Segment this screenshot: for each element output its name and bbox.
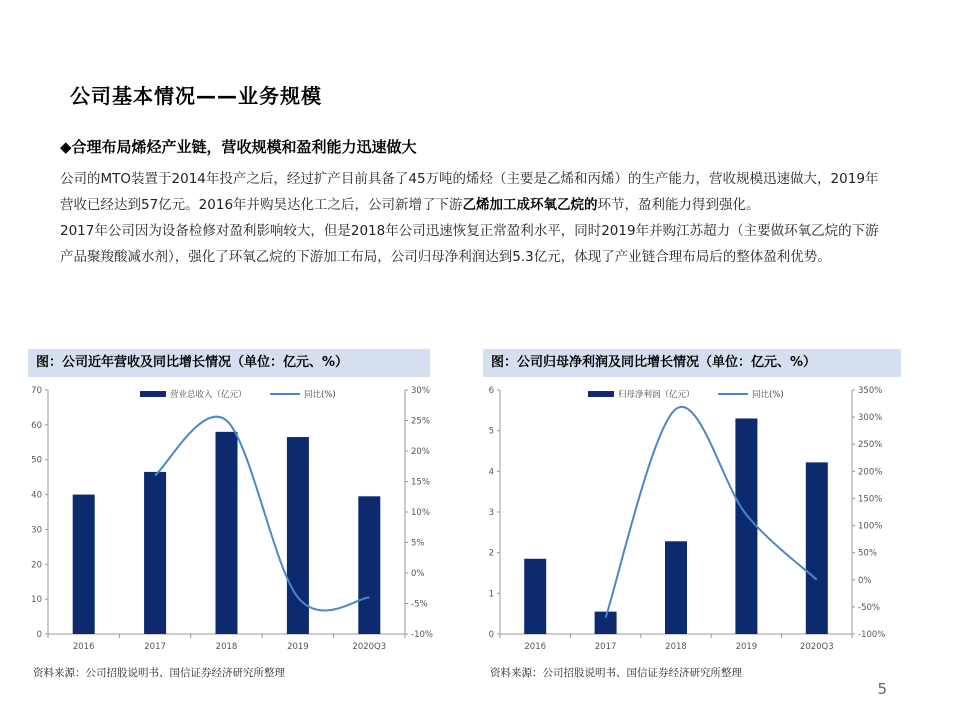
left-tick-label: 3 bbox=[488, 508, 494, 518]
right-tick-label: 200% bbox=[858, 467, 883, 478]
left-tick-label: 20 bbox=[31, 560, 42, 571]
series-line-yoy bbox=[155, 417, 369, 611]
legend-bar-swatch bbox=[140, 391, 166, 397]
right-tick-label: 150% bbox=[858, 494, 883, 505]
bar bbox=[216, 432, 238, 634]
revenue-chart bbox=[0, 380, 470, 660]
bar bbox=[735, 418, 757, 634]
paragraph-1 bbox=[60, 166, 880, 218]
chart1-source: 资料来源：公司招股说明书、国信证券经济研究所整理 bbox=[33, 667, 285, 679]
right-tick-label: -5% bbox=[411, 599, 428, 610]
right-tick-label: -50% bbox=[858, 602, 880, 613]
left-tick-label: 60 bbox=[31, 420, 42, 431]
bar bbox=[665, 541, 687, 634]
x-tick-label: 2017 bbox=[594, 642, 617, 652]
paragraph-1-text-a: 公司的MTO装置于2014年投产之后，经过扩产目前具备了45万吨的烯烃（主要是乙烯和丙烯）的生产能力，营收规模迅速做大，2019年营收已经达到57亿元。2016年并购昊达化工之后，公司新增了下游 bbox=[60, 171, 879, 213]
left-tick-label: 5 bbox=[488, 426, 494, 437]
left-tick-label: 2 bbox=[488, 548, 494, 559]
legend-line-label: 同比(%) bbox=[304, 390, 336, 400]
paragraph-1-bold: 乙烯加工成环氧乙烷的 bbox=[462, 197, 598, 213]
net-profit-chart bbox=[470, 380, 940, 660]
left-tick-label: 0 bbox=[36, 630, 42, 640]
right-tick-label: 30% bbox=[411, 386, 430, 396]
right-tick-label: -100% bbox=[858, 630, 886, 640]
right-tick-label: 10% bbox=[411, 508, 430, 518]
series-line-yoy bbox=[606, 407, 817, 618]
x-tick-label: 2016 bbox=[72, 642, 95, 652]
x-tick-label: 2018 bbox=[665, 642, 687, 652]
page-number: 5 bbox=[877, 680, 887, 698]
x-tick-label: 2017 bbox=[144, 642, 166, 652]
legend-bar-label: 营业总收入（亿元） bbox=[170, 390, 247, 400]
left-tick-label: 0 bbox=[488, 630, 494, 640]
bar bbox=[524, 559, 546, 634]
right-tick-label: 250% bbox=[858, 440, 883, 451]
legend-bar-label: 归母净利润（亿元） bbox=[618, 390, 695, 400]
section-heading: ◆合理布局烯烃产业链，营收规模和盈利能力迅速做大 bbox=[60, 138, 417, 156]
left-tick-label: 4 bbox=[488, 467, 494, 478]
x-tick-label: 2020Q3 bbox=[799, 642, 834, 652]
right-tick-label: 15% bbox=[411, 477, 430, 488]
right-tick-label: 0% bbox=[411, 569, 425, 579]
right-tick-label: 100% bbox=[858, 521, 883, 532]
chart1-title: 图：公司近年营收及同比增长情况（单位：亿元、%） bbox=[28, 349, 430, 377]
chart2-source: 资料来源：公司招股说明书、国信证券经济研究所整理 bbox=[490, 667, 742, 679]
left-tick-label: 10 bbox=[31, 595, 42, 606]
chart2-title: 图：公司归母净利润及同比增长情况（单位：亿元、%） bbox=[483, 349, 901, 377]
x-tick-label: 2016 bbox=[524, 642, 547, 652]
right-tick-label: 0% bbox=[858, 575, 872, 586]
x-tick-label: 2019 bbox=[287, 642, 309, 652]
left-tick-label: 1 bbox=[488, 589, 494, 600]
legend-bar-swatch bbox=[588, 391, 614, 397]
bar bbox=[806, 462, 828, 634]
left-tick-label: 50 bbox=[31, 455, 42, 466]
x-tick-label: 2019 bbox=[735, 642, 758, 652]
right-tick-label: 5% bbox=[411, 538, 425, 549]
right-tick-label: -10% bbox=[411, 630, 433, 640]
left-tick-label: 40 bbox=[31, 490, 42, 501]
right-tick-label: 300% bbox=[858, 413, 883, 424]
left-tick-label: 30 bbox=[31, 525, 42, 536]
legend-line-label: 同比(%) bbox=[752, 390, 784, 400]
page-title: 公司基本情况——业务规模 bbox=[70, 84, 322, 108]
bar bbox=[144, 472, 166, 634]
right-tick-label: 50% bbox=[858, 548, 877, 559]
right-tick-label: 350% bbox=[858, 386, 883, 396]
left-tick-label: 6 bbox=[488, 386, 494, 396]
right-tick-label: 20% bbox=[411, 447, 430, 457]
bar bbox=[73, 495, 95, 634]
body-text bbox=[60, 166, 880, 270]
x-tick-label: 2018 bbox=[215, 642, 238, 652]
right-tick-label: 25% bbox=[411, 416, 430, 427]
paragraph-1-text-b: 环节，盈利能力得到强化。 bbox=[597, 197, 760, 213]
left-tick-label: 70 bbox=[31, 386, 42, 396]
bar bbox=[358, 496, 380, 634]
x-tick-label: 2020Q3 bbox=[352, 642, 387, 652]
paragraph-2: 2017年公司因为设备检修对盈利影响较大，但是2018年公司迅速恢复正常盈利水平，同时2019年并购江苏超力（主要做环氧乙烷的下游产品聚羧酸减水剂），强化了环氧乙烷的下游加工布局，公司归母净利润达到5.3亿元，体现了产业链合理布局后的整体盈利优势。 bbox=[60, 223, 879, 265]
